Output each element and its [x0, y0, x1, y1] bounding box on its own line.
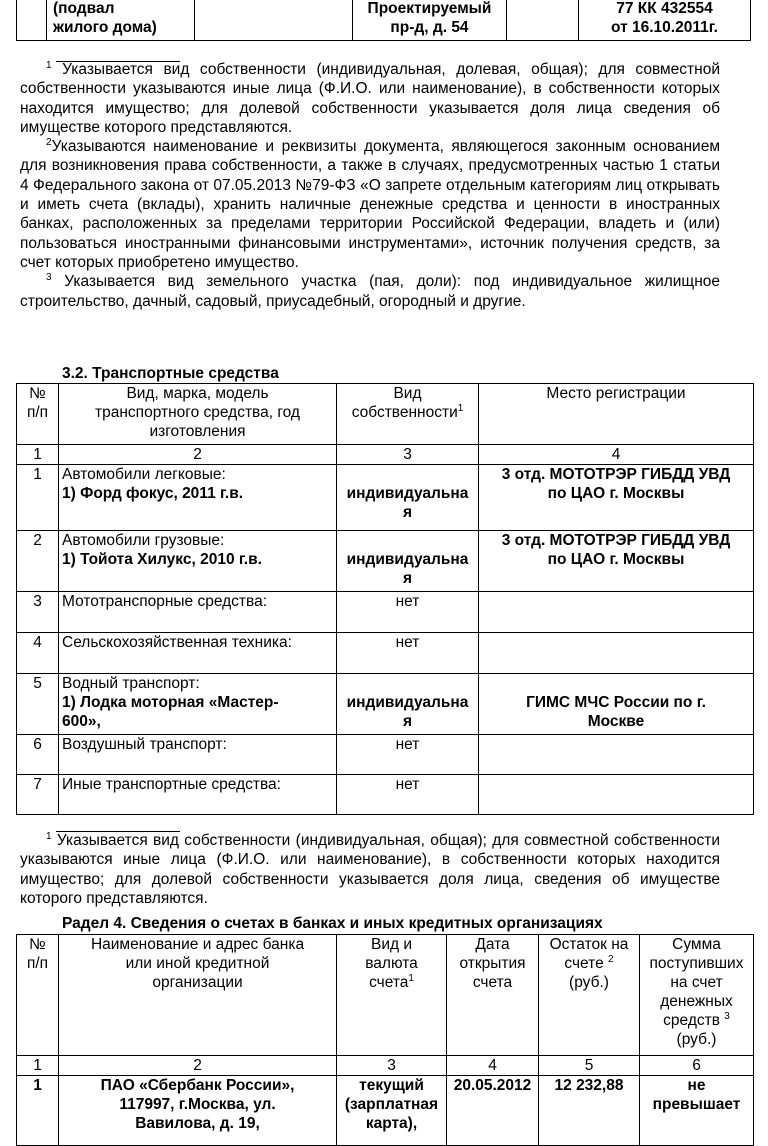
- footnote-mark: 3: [724, 1011, 730, 1022]
- header-registration-place: Место регистрации: [479, 384, 754, 445]
- header-ownership-text: Вид собственности: [351, 385, 458, 421]
- ownership-cell: нет: [337, 775, 479, 815]
- col-number: 3: [337, 1056, 447, 1076]
- property-table-fragment: [16, 0, 751, 41]
- row-number: 5: [17, 674, 59, 735]
- row-number: 7: [17, 775, 59, 815]
- header-balance-unit: (руб.): [569, 974, 609, 991]
- ownership-cell: нет: [337, 592, 479, 633]
- row-number: 4: [17, 633, 59, 674]
- col-number: 5: [539, 1056, 640, 1076]
- vehicle-category: Водный транспорт:: [62, 675, 200, 692]
- footnote-1: [20, 60, 720, 137]
- footnote-mark: 1: [457, 403, 464, 414]
- row-number: 2: [17, 531, 59, 592]
- bank-cell: ПАО «Сбербанк России», 117997, г.Москва, ул. Вавилова, д. 19,: [59, 1076, 337, 1146]
- bank-accounts-table: [16, 934, 754, 1146]
- registration-cell: 3 отд. МОТОТРЭР ГИБДД УВД по ЦАО г. Москвы: [479, 531, 754, 592]
- account-type-cell: текущий (зарплатная карта),: [337, 1076, 447, 1146]
- header-open-date: Дата открытия счета: [447, 935, 539, 1056]
- header-bank: Наименование и адрес банка или иной кредитной организации: [59, 935, 337, 1056]
- registration-cell: [479, 775, 754, 815]
- balance-cell: 12 232,88: [539, 1076, 640, 1146]
- header-sum-unit: (руб.): [676, 1031, 717, 1048]
- col-number: 6: [640, 1056, 754, 1076]
- registration-cell: ГИМС МЧС России по г. Москве: [479, 674, 754, 735]
- col-number: 2: [59, 445, 337, 465]
- footnote-2: [20, 137, 720, 272]
- col-number: 4: [447, 1056, 539, 1076]
- footnote-mark: 3: [46, 272, 52, 284]
- footnote-text: Указывается вид собственности (индивидуальная, общая); для совместной собственности указываются иные лица (Ф.И.О. или наименование), в собственности которых находится имущество; для долевой собственности указывается доля лица, сведения об имуществе которого представляются.: [20, 832, 720, 907]
- section-title: 3.2. Транспортные средства: [62, 365, 279, 382]
- footnote-text: Указывается вид собственности (индивидуальная, долевая, общая); для совместной собственности указываются иные лица (Ф.И.О. или наименование), в собственности которых находится имущество; для долевой собственности указывается доля лица сведения об имуществе которого представляются.: [20, 61, 720, 136]
- registration-cell: [479, 633, 754, 674]
- footnote-mark: 1: [46, 831, 52, 842]
- registration-cell: [479, 592, 754, 633]
- vehicle-category: Сельскохозяйственная техника:: [59, 633, 337, 674]
- table-cell: [17, 0, 47, 41]
- vehicle-item: 1) Форд фокус, 2011 г.в.: [62, 485, 244, 502]
- header-balance-text: Остаток на счете: [549, 936, 629, 972]
- vehicle-category: Мототранспорные средства:: [59, 592, 337, 633]
- vehicles-table: [16, 383, 754, 815]
- vehicle-cell: [59, 674, 337, 735]
- table-row: [17, 674, 754, 735]
- property-address-cell: Проектируемый пр-д, д. 54: [353, 0, 507, 41]
- registration-cell: [479, 735, 754, 775]
- footnote-text: Указывается вид земельного участка (пая, доли): под индивидуальное жилищное строительство, дачный, садовый, приусадебный, огородный и другие.: [20, 273, 720, 310]
- table-cell: [507, 0, 579, 41]
- row-number: 6: [17, 735, 59, 775]
- table-row: [17, 1076, 754, 1146]
- ownership-cell: индивидуальна я: [337, 531, 479, 592]
- col-number: 1: [17, 1056, 59, 1076]
- table-row: [17, 465, 754, 531]
- header-vehicle-kind: Вид, марка, модель транспортного средства, год изготовления: [59, 384, 337, 445]
- header-num: № п/п: [17, 384, 59, 445]
- col-number: 3: [337, 445, 479, 465]
- table-row: [17, 735, 754, 775]
- property-document-cell: 77 КК 432554 от 16.10.2011г.: [579, 0, 751, 41]
- header-received-sum: [640, 935, 754, 1056]
- footnote-1: [20, 831, 720, 908]
- vehicle-category: Иные транспортные средства:: [59, 775, 337, 815]
- ownership-cell: нет: [337, 735, 479, 775]
- header-balance: [539, 935, 640, 1056]
- vehicle-item: 1) Тойота Хилукс, 2010 г.в.: [62, 551, 262, 568]
- table-row: [17, 592, 754, 633]
- table-row: [17, 633, 754, 674]
- open-date-cell: 20.05.2012: [447, 1076, 539, 1146]
- header-sum-text: Сумма поступивших на счет денежных средств: [649, 936, 744, 1029]
- registration-cell: 3 отд. МОТОТРЭР ГИБДД УВД по ЦАО г. Москвы: [479, 465, 754, 531]
- vehicle-cell: [59, 465, 337, 531]
- footnote-mark: 2: [46, 137, 52, 149]
- table-row: [17, 775, 754, 815]
- footnote-mark: 1: [46, 60, 52, 71]
- vehicle-cell: [59, 531, 337, 592]
- ownership-cell: нет: [337, 633, 479, 674]
- header-num: № п/п: [17, 935, 59, 1056]
- ownership-cell: индивидуальна я: [337, 465, 479, 531]
- row-number: 1: [17, 1076, 59, 1146]
- footnote-3: [20, 272, 720, 311]
- row-number: 1: [17, 465, 59, 531]
- col-number: 4: [479, 445, 754, 465]
- table-row: [17, 531, 754, 592]
- property-location-cell: (подвал жилого дома): [47, 0, 195, 41]
- header-ownership: [337, 384, 479, 445]
- footnotes-block: [20, 831, 720, 908]
- section-title: Радел 4. Сведения о счетах в банках и иных кредитных организациях: [62, 915, 603, 932]
- footnote-mark: 2: [608, 954, 614, 965]
- footnotes-block: [20, 60, 720, 311]
- header-account-type: [337, 935, 447, 1056]
- vehicle-category: Автомобили грузовые:: [62, 532, 225, 549]
- ownership-cell: индивидуальна я: [337, 674, 479, 735]
- vehicle-category: Автомобили легковые:: [62, 466, 226, 483]
- header-account-type-text: Вид и валюта счета: [365, 936, 418, 991]
- footnote-mark: 1: [408, 973, 414, 984]
- received-sum-cell: не превышает: [640, 1076, 754, 1146]
- vehicle-item: 1) Лодка моторная «Мастер- 600»,: [62, 694, 279, 730]
- row-number: 3: [17, 592, 59, 633]
- vehicle-category: Воздушный транспорт:: [59, 735, 337, 775]
- col-number: 1: [17, 445, 59, 465]
- footnote-text: Указываются наименование и реквизиты документа, являющегося законным основанием для возникновения права собственности, а также в случаях, предусмотренных частью 1 статьи 4 Федерального закона от 07.05.2013 №79-ФЗ «О запрете отдельным категориям лиц открывать и иметь счета (вклады), хранить наличные денежные средства и ценности в иностранных банках, расположенных за пределами территории Российской Федерации, владеть и (или) пользоваться иностранными финансовыми инструментами», источник получения средств, за счет которых приобретено имущество.: [20, 138, 720, 271]
- col-number: 2: [59, 1056, 337, 1076]
- table-cell: [195, 0, 353, 41]
